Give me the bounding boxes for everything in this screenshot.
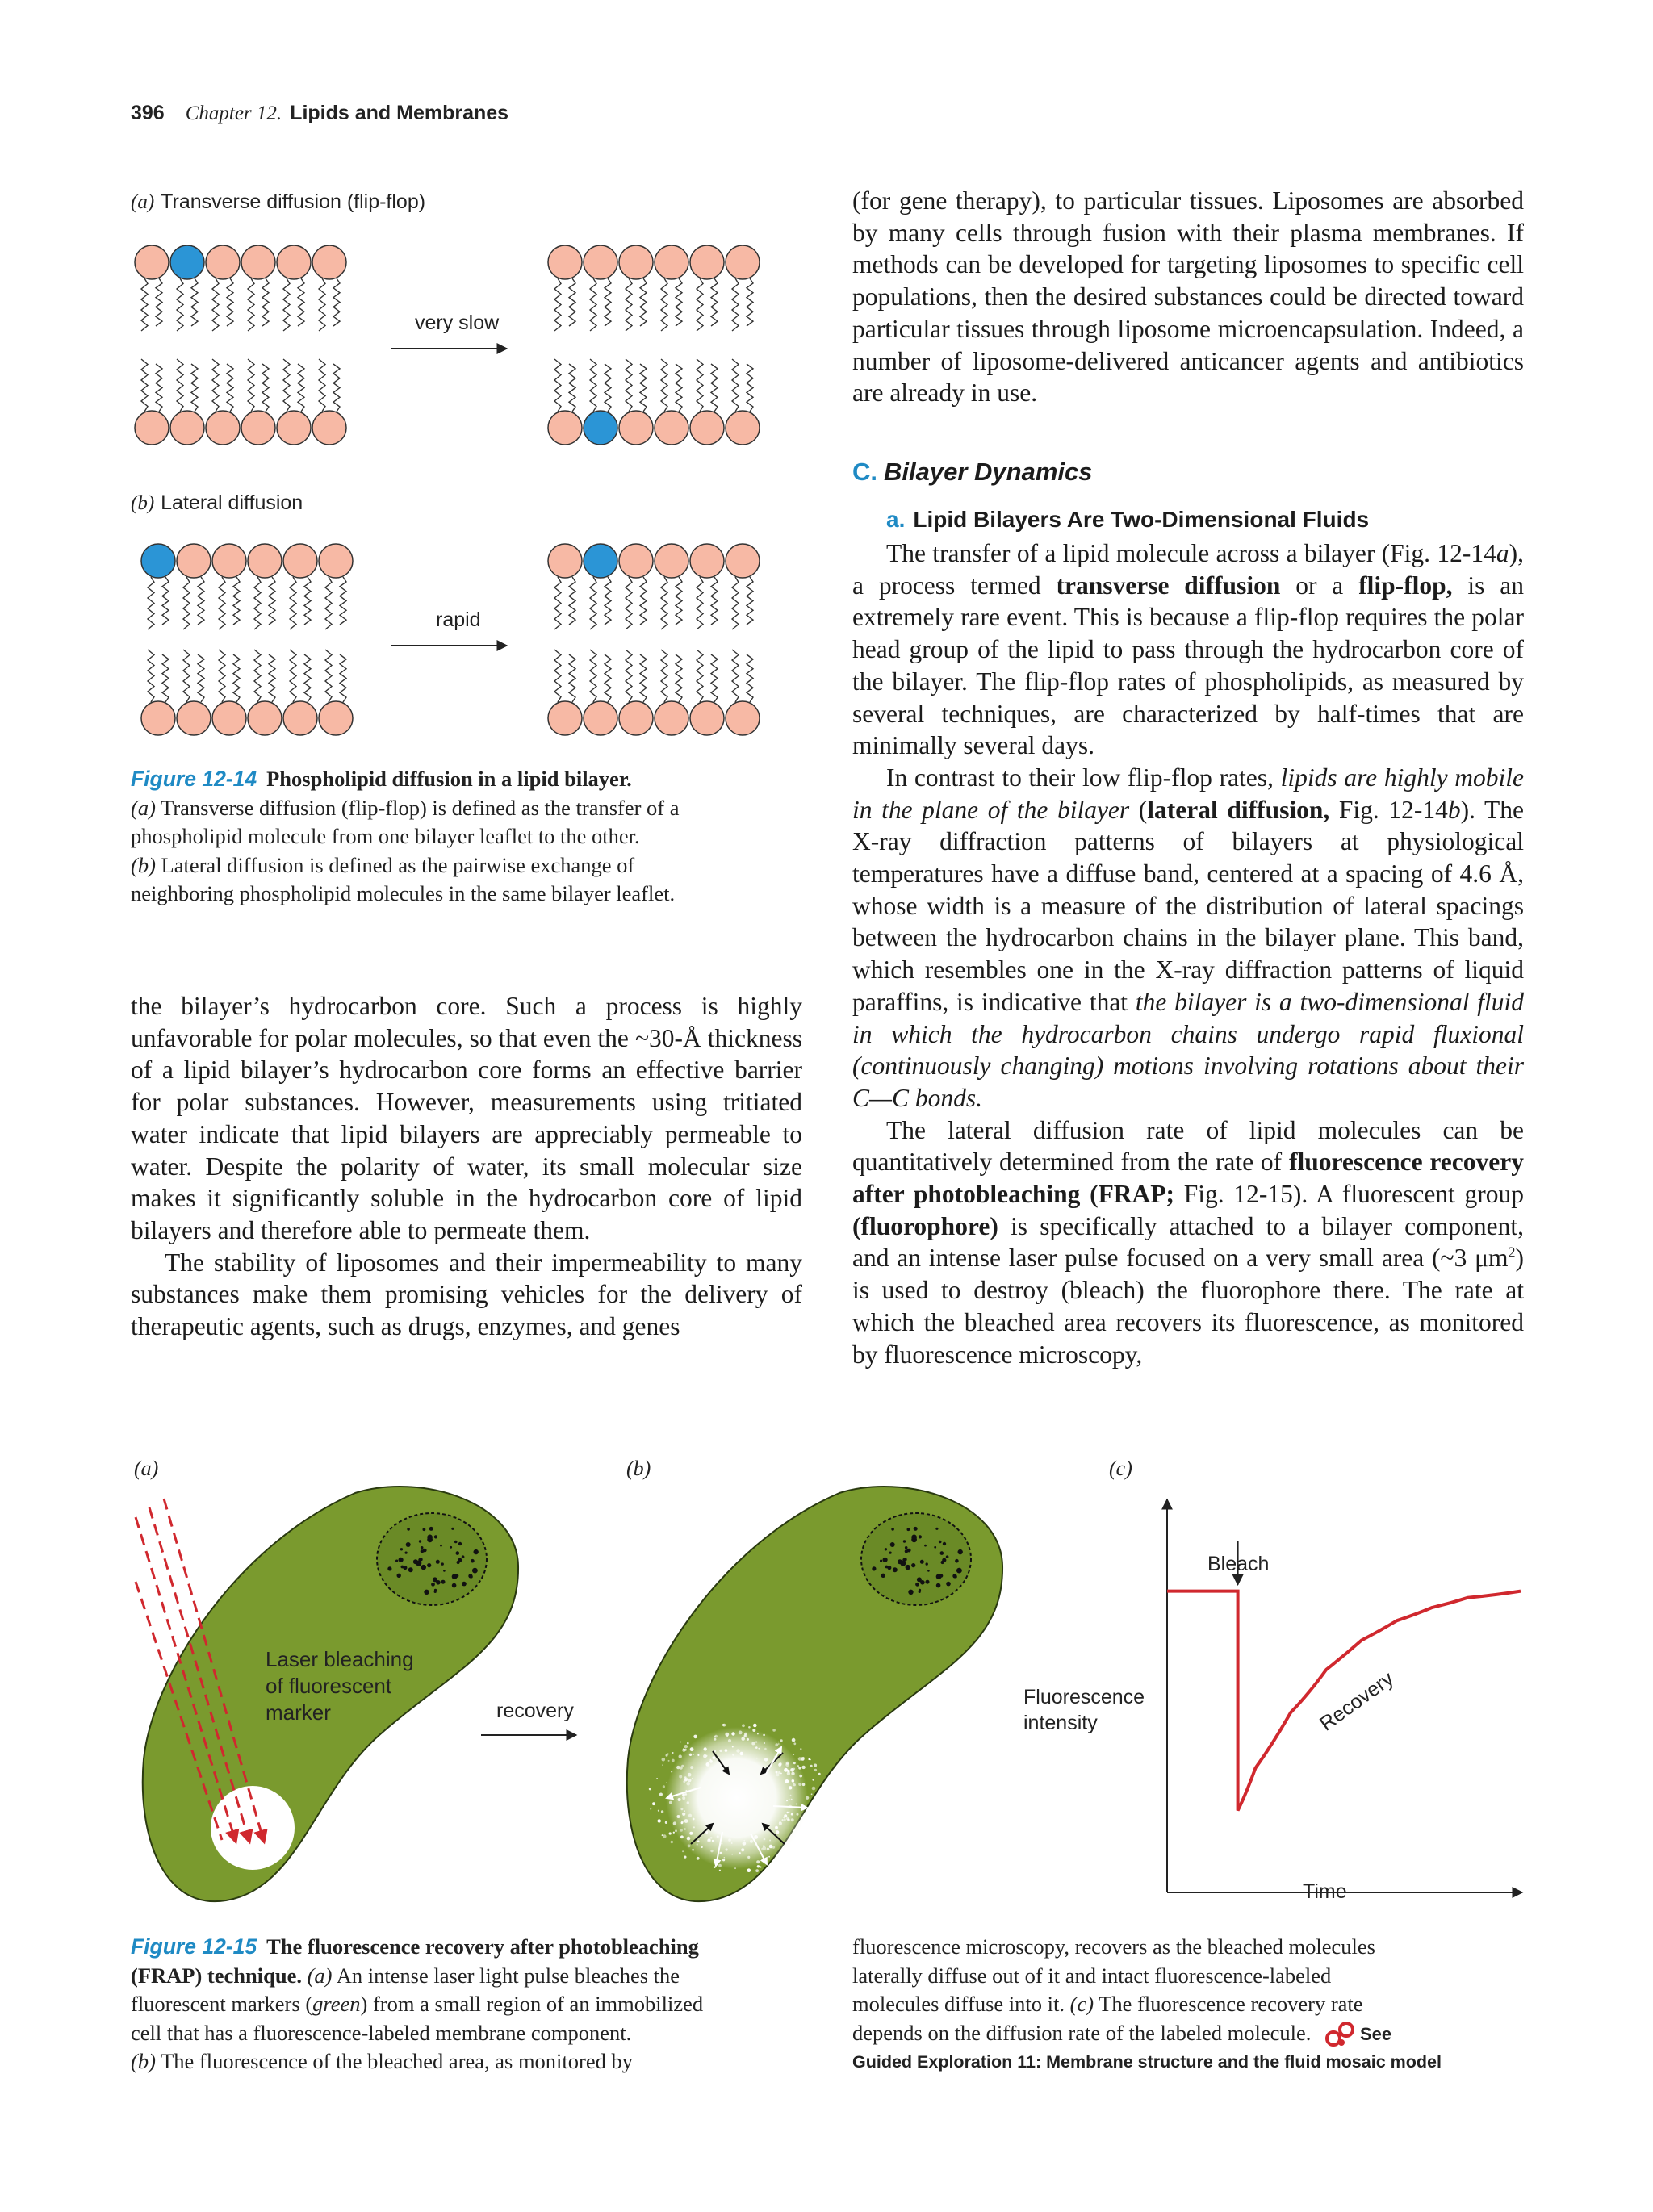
- section-title: Bilayer Dynamics: [884, 458, 1093, 486]
- lipid-b-after-top-5: [726, 544, 760, 629]
- lipid-a-before-bottom-4: [277, 359, 311, 445]
- lipid-a-after-bottom-1: [584, 359, 617, 445]
- lipid-b-after-bottom-5: [726, 650, 760, 735]
- lipid-b-before-top-2: [212, 544, 246, 629]
- lipid-b-before-top-0: [141, 544, 175, 629]
- section-letter: C.: [852, 458, 877, 486]
- fig15-caption-r3b: The fluorescence recovery rate: [1094, 1992, 1363, 2016]
- p2-i1: lipids are highly mobile in the plane of the bilayer: [852, 763, 1524, 824]
- p3-sup: 2: [1508, 1244, 1516, 1261]
- p3-t2: Fig. 12-15). A fluorescent group: [1174, 1180, 1524, 1209]
- right-column-intro: [852, 185, 1524, 409]
- lipid-a-before-top-5: [312, 245, 346, 331]
- left-paragraph-1: the bilayer’s hydrocarbon core. Such a process is highly unfavorable for polar molecules, so that even the ~30-Å thickness of a lipid bilayer’s hydrocarbon core forms an effective barrier for polar substances. However, measurements using tritiated water indicate that lipid bilayers are appreciably permeable to water. Despite the polarity of water, its small molecular size makes it significantly soluble in the hydrocarbon core of lipid bilayers and therefore able to permeate them.: [131, 992, 802, 1244]
- lipid-a-before-bottom-2: [206, 359, 240, 445]
- left-column-text: [131, 990, 802, 1343]
- right-paragraph-2: [852, 762, 1524, 1114]
- lipid-b-before-bottom-5: [319, 650, 353, 735]
- subsection-heading: [886, 507, 1369, 533]
- term-lateral-diffusion: lateral diffusion,: [1147, 795, 1330, 824]
- fig15-recovering-spot: [666, 1727, 808, 1869]
- lipid-a-after-bottom-3: [655, 359, 688, 445]
- chart-recovery-label: Recovery: [1316, 1666, 1398, 1736]
- fig15-caption-right: [852, 1933, 1579, 2077]
- lipid-b-after-top-3: [655, 544, 688, 629]
- lipid-a-after-top-0: [548, 245, 582, 331]
- lipid-a-before-top-1: [170, 245, 204, 331]
- lipid-a-after-top-3: [655, 245, 688, 331]
- p2-i2: the bilayer is a two-dimensional fluid in which the hydrocarbon chains undergo rapid fluxional (continuously changing) motions involving rotations about their C—C bonds.: [852, 987, 1524, 1112]
- fig14-panel-a-title-text: Transverse diffusion (flip-flop): [161, 190, 426, 213]
- subsection-letter: a.: [886, 507, 906, 532]
- right-paragraph-3: [852, 1114, 1524, 1371]
- fig15-caption-r1: fluorescence microscopy, recovers as the bleached molecules: [852, 1934, 1375, 1959]
- lipid-b-after-bottom-0: [548, 650, 582, 735]
- fig15-caption-b: (b): [131, 2049, 156, 2073]
- guided-exploration-icon[interactable]: [1324, 2021, 1357, 2048]
- p2-t3i: b: [1447, 795, 1461, 824]
- lipid-b-after-bottom-4: [690, 650, 724, 735]
- fig15-caption-l1: An intense laser light pulse bleaches the: [336, 1963, 680, 1988]
- lipid-b-after-top-2: [619, 544, 653, 629]
- lipid-a-after-top-5: [726, 245, 760, 331]
- lipid-a-before-bottom-3: [241, 359, 275, 445]
- fig14-caption-number: Figure 12-14: [131, 767, 257, 791]
- lipid-a-before-top-0: [135, 245, 169, 331]
- lipid-a-before-top-3: [241, 245, 275, 331]
- fig15-caption-title1: The fluorescence recovery after photobleaching: [266, 1934, 699, 1959]
- lipid-b-after-bottom-3: [655, 650, 688, 735]
- lipid-a-before-top-2: [206, 245, 240, 331]
- fig14-panel-b-label: (b): [131, 492, 155, 514]
- fig15-panel-a-label: (a): [134, 1457, 159, 1480]
- p1-t2: ), a process termed: [852, 539, 1524, 600]
- lipid-b-before-top-3: [248, 544, 282, 629]
- lipid-a-after-bottom-5: [726, 359, 760, 445]
- fig14-caption-title: Phospholipid diffusion in a lipid bilayer.: [266, 767, 632, 791]
- fig15-caption-number: Figure 12-15: [131, 1934, 257, 1959]
- fig14-caption-line1: Transverse diffusion (flip-flop) is defined as the transfer of a: [161, 795, 680, 820]
- subsection-title: Lipid Bilayers Are Two-Dimensional Fluids: [913, 507, 1370, 532]
- fig14-caption-line4: neighboring phospholipid molecules in the same bilayer leaflet.: [131, 881, 676, 905]
- p2-t2: (: [1129, 795, 1148, 824]
- guided-exploration-link[interactable]: Guided Exploration 11: Membrane structure and the fluid mosaic model: [852, 2052, 1442, 2072]
- fig15-caption-l2a: fluorescent markers (: [131, 1992, 313, 2016]
- term-fluorophore: (fluorophore): [852, 1211, 998, 1240]
- fig15-caption-c: (c): [1069, 1992, 1094, 2016]
- lipid-a-after-top-2: [619, 245, 653, 331]
- lipid-b-before-bottom-3: [248, 650, 282, 735]
- lipid-b-after-top-1: [584, 544, 617, 629]
- lipid-b-after-bottom-2: [619, 650, 653, 735]
- fig14-caption-b: (b): [131, 852, 156, 877]
- lipid-a-before-bottom-1: [170, 359, 204, 445]
- term-frap: fluorescence recovery after photobleaching (FRAP;: [852, 1148, 1524, 1209]
- lipid-a-after-top-4: [690, 245, 724, 331]
- p2-t3: Fig. 12-14: [1329, 795, 1448, 824]
- fig15-panel-b-label: (b): [626, 1457, 651, 1480]
- lipid-a-after-bottom-2: [619, 359, 653, 445]
- chapter-label: Chapter 12.: [185, 102, 282, 124]
- p3-t1: The lateral diffusion rate of lipid molecules can be quantitatively determined from the rate of: [852, 1115, 1524, 1177]
- right-paragraph-1: [852, 537, 1524, 762]
- fig15-caption-a: (a): [307, 1963, 333, 1988]
- lipid-a-before-bottom-0: [135, 359, 169, 445]
- fig15-diagram: [0, 1469, 1653, 1953]
- lipid-a-after-bottom-0: [548, 359, 582, 445]
- term-flip-flop: flip-flop,: [1358, 571, 1453, 600]
- fig15-caption-l2i: green: [312, 1992, 361, 2016]
- fig15-panel-c-label: (c): [1109, 1457, 1132, 1480]
- fig14-panel-a-label: (a): [131, 191, 155, 213]
- term-transverse-diffusion: transverse diffusion: [1056, 571, 1281, 600]
- left-paragraph-2: The stability of liposomes and their impermeability to many substances make them promising vehicles for the delivery of therapeutic agents, such as drugs, enzymes, and genes: [131, 1248, 802, 1341]
- fig15-caption-l4: The fluorescence of the bleached area, as monitored by: [161, 2049, 633, 2073]
- p1-t1i: a: [1496, 539, 1509, 567]
- fig14-caption-a: (a): [131, 795, 156, 820]
- p1-t1: The transfer of a lipid molecule across a bilayer (Fig. 12-14: [886, 539, 1496, 567]
- chapter-title: Lipids and Membranes: [290, 102, 509, 124]
- fig14-arrow-label-b: rapid: [436, 608, 481, 631]
- see-link[interactable]: See: [1359, 2023, 1392, 2044]
- lipid-b-before-top-1: [177, 544, 211, 629]
- lipid-b-before-bottom-1: [177, 650, 211, 735]
- p3-t3: is specifically attached to a bilayer component, and an intense laser pulse focused on a very small area (~3 μm: [852, 1211, 1524, 1273]
- lipid-b-after-top-0: [548, 544, 582, 629]
- fig15-caption-l3: cell that has a fluorescence-labeled membrane component.: [131, 2020, 632, 2045]
- fig15-caption-r4: depends on the diffusion rate of the labeled molecule.: [852, 2020, 1312, 2045]
- fig14-arrow-label-a: very slow: [415, 312, 500, 334]
- fig15-caption-r2: laterally diffuse out of it and intact fluorescence-labeled: [852, 1963, 1332, 1988]
- laser-label-line3: marker: [266, 1700, 331, 1725]
- fig15-recovery-label: recovery: [496, 1700, 574, 1722]
- lipid-b-before-top-4: [283, 544, 317, 629]
- p2-t1: In contrast to their low flip-flop rates,: [886, 763, 1281, 792]
- right-column-text: [852, 537, 1524, 1370]
- lipid-a-after-bottom-4: [690, 359, 724, 445]
- laser-label-line2: of fluorescent: [266, 1674, 392, 1698]
- lipid-b-after-bottom-1: [584, 650, 617, 735]
- lipid-b-after-top-4: [690, 544, 724, 629]
- lipid-b-before-bottom-4: [283, 650, 317, 735]
- lipid-b-before-bottom-0: [141, 650, 175, 735]
- page-number: 396: [131, 102, 165, 124]
- fig14-caption-line3: Lateral diffusion is defined as the pairwise exchange of: [161, 852, 635, 877]
- chart-x-label: Time: [1303, 1880, 1347, 1903]
- p2-t4: ). The X-ray diffraction patterns of bilayers at physiological temperatures have a diffuse band, centered at a spacing of 4.6 Å, whose width is a measure of the distribution of lateral spacings between the hydrocarbon chains in the bilayer plane. This band, which resembles one in the X-ray diffraction patterns of liquid paraffins, is indicative that: [852, 795, 1524, 1016]
- fig15-caption-left: [131, 1933, 841, 2076]
- p1-t4: is an extremely rare event. This is because a flip-flop requires the polar head group of the lipid to pass through the hydrocarbon core of the bilayer. The flip-flop rates of phospholipids, as measured by several techniques, are characterized by half-times that are minimally several days.: [852, 571, 1524, 760]
- section-heading: [852, 458, 1092, 487]
- lipid-a-after-top-1: [584, 245, 617, 331]
- p3-t4: ) is used to destroy (bleach) the fluorophore there. The rate at which the bleached area recovers its fluorescence, as monitored by fluorescence microscopy,: [852, 1244, 1524, 1369]
- laser-label-line1: Laser bleaching: [266, 1647, 414, 1671]
- lipid-b-before-top-5: [319, 544, 353, 629]
- fig15-caption-r3a: molecules diffuse into it.: [852, 1992, 1070, 2016]
- p1-t3: or a: [1280, 571, 1359, 600]
- fig14-caption: [131, 765, 841, 909]
- chart-y-label: Fluorescence intensity: [1023, 1686, 1145, 1734]
- fig14-caption-line2: phospholipid molecule from one bilayer leaflet to the other.: [131, 824, 640, 848]
- fig14-panel-b-title-text: Lateral diffusion: [161, 491, 303, 514]
- lipid-a-before-top-4: [277, 245, 311, 331]
- lipid-a-before-bottom-5: [312, 359, 346, 445]
- chart-bleach-label: Bleach: [1207, 1553, 1270, 1575]
- fig15-laser-label: [266, 1646, 414, 1726]
- lipid-b-before-bottom-2: [212, 650, 246, 735]
- fig15-caption-l2b: ) from a small region of an immobilized: [360, 1992, 704, 2016]
- right-paragraph-0: (for gene therapy), to particular tissues. Liposomes are absorbed by many cells through fusion with their plasma membranes. If methods can be developed for targeting liposomes to specific cell populations, then the desired substances could be directed toward particular tissues through liposome microencapsulation. Indeed, a number of liposome-delivered anticancer agents and antibiotics are already in use.: [852, 186, 1524, 408]
- fig15-caption-title2: (FRAP) technique.: [131, 1963, 302, 1988]
